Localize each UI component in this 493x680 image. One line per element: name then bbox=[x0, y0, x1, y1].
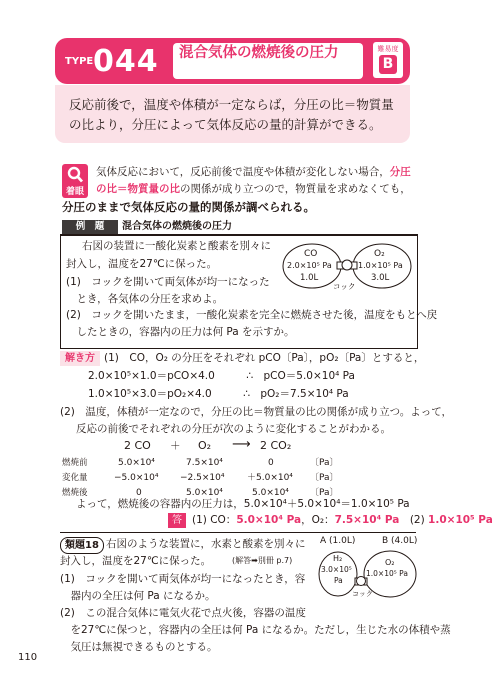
example-line: 封入し，温度を27℃に保った。 bbox=[66, 258, 218, 270]
question-line: 右図のような装置に，水素と酸素を別々に bbox=[106, 538, 306, 550]
type-header bbox=[55, 38, 410, 84]
question-line: 気圧は無視できるものとする。 bbox=[60, 641, 218, 653]
reaction-term: O₂ bbox=[198, 439, 212, 452]
lead-text: 反応前後で，温度や体積が一定ならば，分圧の比＝物質量の比より，分圧によって気体反応の量的計算ができる。 bbox=[69, 97, 394, 132]
reaction-plus: ＋ bbox=[170, 440, 181, 452]
solution-final: よって，燃焼後の容器内の圧力は，5.0×10⁴＋5.0×10⁴＝1.0×10⁵ Pa bbox=[76, 498, 410, 510]
eye-line-1: 気体反応において，反応前後で温度や体積が変化しない場合，分圧 bbox=[96, 166, 411, 178]
example-line: とき，各気体の分圧を求めよ。 bbox=[66, 293, 224, 305]
question-line: 器内の全圧は何 Pa になるか。 bbox=[60, 590, 216, 602]
reaction-value: −5.0×10⁴ bbox=[114, 473, 159, 483]
diagram2-right-pressure: 1.0×10⁵ Pa bbox=[366, 569, 408, 578]
example-title: 混合気体の燃焼後の圧力 bbox=[122, 221, 232, 232]
cock-valve bbox=[357, 577, 366, 586]
reaction-unit: 〔Pa〕 bbox=[310, 488, 339, 498]
lead-box bbox=[55, 85, 410, 143]
difficulty-label: 難易度 bbox=[377, 45, 399, 53]
cock-valve bbox=[342, 260, 352, 270]
reaction-value: 5.0×10⁴ bbox=[118, 458, 155, 468]
solution-line: 2.0×10⁵×1.0＝pCO×4.0 ∴ pCO＝5.0×10⁴ Pa bbox=[88, 370, 355, 382]
type-number: 044 bbox=[93, 44, 159, 79]
example-line: (1) コックを開いて両気体が均一になった bbox=[66, 276, 270, 288]
reaction-value: 5.0×10⁴ bbox=[186, 488, 223, 498]
solution-line: 1.0×10⁵×3.0＝pO₂×4.0 ∴ pO₂＝7.5×10⁴ Pa bbox=[88, 388, 349, 400]
page-number: 110 bbox=[18, 652, 38, 663]
similar-problem-label: 類題18 bbox=[60, 537, 104, 554]
reaction-row-label: 変化量 bbox=[62, 473, 88, 483]
diagram2-right-gas: O₂ bbox=[385, 558, 395, 567]
example-line: (2) コックを開いたまま，一酸化炭素を完全に燃焼させた後，温度をもとへ戻 bbox=[66, 309, 438, 321]
diagram-b-label: B (4.0L) bbox=[382, 536, 418, 546]
reaction-arrow: ⟶ bbox=[232, 437, 251, 452]
solution-label: 解き方 bbox=[60, 351, 100, 366]
eye-line-3: 分圧のままで気体反応の量的関係が調べられる。 bbox=[62, 200, 315, 214]
diagram-a-label: A (1.0L) bbox=[320, 536, 356, 546]
section-divider bbox=[60, 532, 416, 533]
reaction-row-label: 燃焼後 bbox=[62, 488, 88, 498]
reaction-unit: 〔Pa〕 bbox=[310, 458, 339, 468]
example-line: 右図の装置に一酸化炭素と酸素を別々に bbox=[82, 240, 271, 252]
reaction-value: ＋5.0×10⁴ bbox=[247, 473, 293, 483]
solution-line: 反応の前後でそれぞれの分圧が次のように変化することがわかる。 bbox=[76, 423, 391, 435]
reaction-value: 0 bbox=[268, 458, 274, 468]
solution-line: (2) 温度，体積が一定なので，分圧の比＝物質量の比の関係が成り立つ。よって， bbox=[60, 406, 453, 418]
eye-line-2: の比＝物質量の比の関係が成り立つので，物質量を求めなくても， bbox=[96, 183, 411, 195]
question-line: 封入し，温度を27℃に保った。 bbox=[60, 555, 212, 567]
answer-label: 答 bbox=[168, 513, 186, 528]
reaction-value: 0 bbox=[136, 488, 142, 498]
diagram2-left-unit: Pa bbox=[334, 576, 343, 585]
magnifier-icon bbox=[67, 166, 83, 183]
difficulty-badge: B bbox=[379, 55, 397, 74]
diagram-right-volume: 3.0L bbox=[371, 273, 390, 283]
reaction-row-label: 燃焼前 bbox=[62, 458, 88, 468]
diagram2-left-gas: H₂ bbox=[333, 554, 343, 563]
example-label: 例 題 bbox=[62, 220, 118, 234]
question-line: (1) コックを開いて両気体が均一になったとき，容 bbox=[60, 573, 306, 585]
diagram-left-gas: CO bbox=[304, 249, 318, 259]
diagram-cock-label: コック bbox=[333, 282, 356, 291]
reaction-value: −2.5×10⁴ bbox=[180, 473, 225, 483]
eye-point-label: 着眼 bbox=[65, 187, 84, 197]
reaction-value: 7.5×10⁴ bbox=[186, 458, 223, 468]
diagram-right-pressure: 1.0×10⁵ Pa bbox=[358, 261, 403, 270]
solution-line: (1) CO，O₂ の分圧をそれぞれ pCO〔Pa〕，pO₂〔Pa〕とすると， bbox=[104, 352, 425, 364]
example-line: したときの，容器内の圧力は何 Pa を示すか。 bbox=[66, 326, 295, 338]
reaction-term: 2 CO₂ bbox=[260, 439, 292, 452]
reaction-unit: 〔Pa〕 bbox=[310, 473, 339, 483]
difficulty-box bbox=[373, 42, 403, 78]
eye-point-badge bbox=[62, 164, 88, 198]
diagram2-left-pressure: 3.0×10⁵ bbox=[321, 565, 352, 574]
question-line: を27℃に保つと，容器内の全圧は何 Pa になるか。ただし，生じた水の体積や蒸 bbox=[60, 624, 451, 636]
diagram2-cock-label: コック bbox=[352, 590, 373, 598]
answer-text: (1) CO：5.0×10⁴ Pa，O₂：7.5×10⁴ Pa (2) 1.0×10⁵ Pa bbox=[192, 514, 493, 526]
reaction-value: 5.0×10⁴ bbox=[252, 488, 289, 498]
type-title-box bbox=[173, 43, 363, 79]
question-line: (2) この混合気体に電気火花で点火後，容器の温度 bbox=[60, 607, 306, 619]
type-label: TYPE bbox=[65, 56, 94, 67]
page-title: 混合気体の燃焼後の圧力 bbox=[179, 45, 339, 61]
diagram-right-gas: O₂ bbox=[374, 249, 385, 259]
reaction-term: 2 CO bbox=[124, 439, 151, 452]
diagram-left-pressure: 2.0×10⁵ Pa bbox=[287, 261, 332, 270]
diagram-left-volume: 1.0L bbox=[300, 273, 319, 283]
answer-reference: (解答➡別冊 p.7) bbox=[232, 556, 293, 565]
